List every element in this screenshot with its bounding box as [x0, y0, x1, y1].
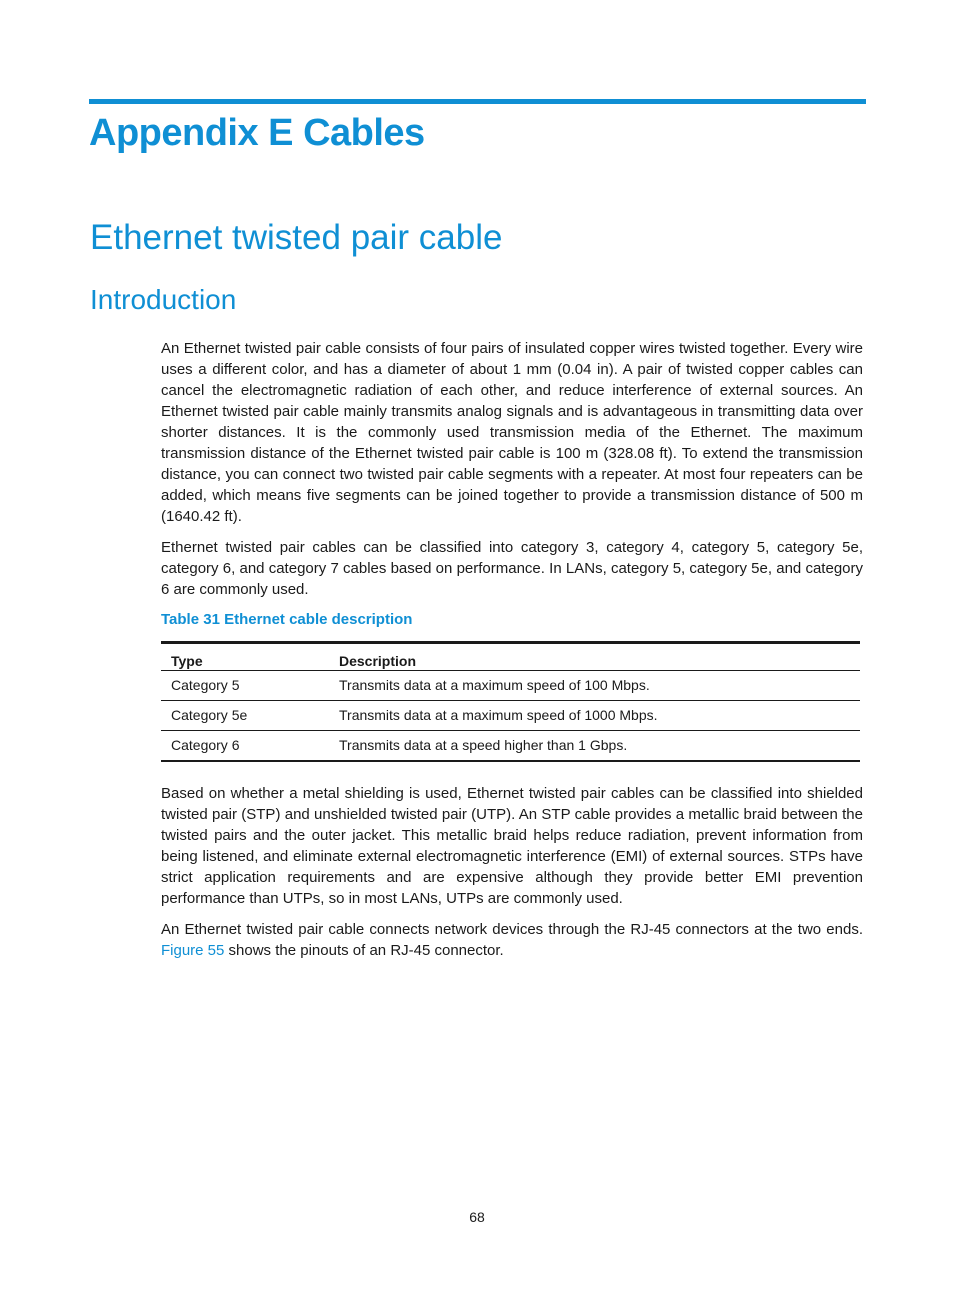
- figure-55-link[interactable]: Figure 55: [161, 942, 225, 959]
- chapter-title: Appendix E Cables: [89, 112, 425, 154]
- table-cell-description: Transmits data at a maximum speed of 1000 Mbps.: [329, 701, 860, 731]
- table-row: [161, 671, 860, 701]
- paragraph-rj45: [161, 919, 863, 961]
- table-cell-type: Category 5: [161, 671, 329, 701]
- table-header-type: Type: [171, 653, 203, 669]
- subsection-title: Introduction: [90, 284, 237, 315]
- table-cell-description: Transmits data at a maximum speed of 100 Mbps.: [329, 671, 860, 701]
- paragraph-rj45-text-end: shows the pinouts of an RJ-45 connector.: [224, 942, 504, 959]
- section-title: Ethernet twisted pair cable: [90, 218, 503, 257]
- paragraph-intro: An Ethernet twisted pair cable consists of four pairs of insulated copper wires twisted together. Every wire uses a different color, and has a diameter of about 1 mm (0.04 in). A pair of twisted copper cables can cancel the electromagnetic radiation of each other, and reduce interference of external sources. An Ethernet twisted pair cable mainly transmits analog signals and is advantageous in transmitting data over shorter distances. It is the commonly used transmission media of the Ethernet. The maximum transmission distance of the Ethernet twisted pair cable is 100 m (328.08 ft). To extend the transmission distance, you can connect two twisted pair cable segments with a repeater. At most four repeaters can be added, which means five segments can be joined together to provide a transmission distance of 500 m (1640.42 ft).: [161, 340, 863, 525]
- table-caption: Table 31 Ethernet cable description: [161, 611, 413, 628]
- table-cell-description: Transmits data at a speed higher than 1 Gbps.: [329, 731, 860, 762]
- chapter-top-rule: [89, 99, 866, 104]
- table-cell-type: Category 6: [161, 731, 329, 762]
- table-row: [161, 701, 860, 731]
- paragraph-rj45-text-start: An Ethernet twisted pair cable connects network devices through the RJ-45 connectors at the two ends.: [161, 921, 863, 938]
- table-cell-type: Category 5e: [161, 701, 329, 731]
- table-header-row: [161, 643, 860, 671]
- page-number: 68: [469, 1209, 485, 1225]
- table-row: [161, 731, 860, 762]
- table-header-description: Description: [339, 653, 417, 669]
- cable-description-table: [161, 641, 860, 762]
- paragraph-stp-utp: Based on whether a metal shielding is used, Ethernet twisted pair cables can be classified into shielded twisted pair (STP) and unshielded twisted pair (UTP). An STP cable provides a metallic braid between the twisted pairs and the outer jacket. This metallic braid helps reduce radiation, prevent information from being listened, and eliminate external electromagnetic interference (EMI) of external sources. STPs have strict application requirements and are expensive although they provide better EMI prevention performance than UTPs, so in most LANs, UTPs are commonly used.: [161, 785, 863, 907]
- paragraph-categories: Ethernet twisted pair cables can be classified into category 3, category 4, category 5, category 5e, category 6, and category 7 cables based on performance. In LANs, category 5, category 5e, and category 6 are commonly used.: [161, 539, 863, 598]
